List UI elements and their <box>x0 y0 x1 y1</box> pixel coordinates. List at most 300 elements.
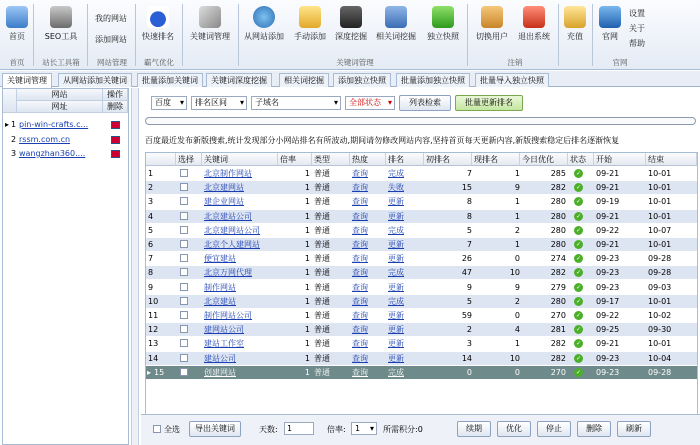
tab-batch-snapshot[interactable]: 批量添加独立快照 <box>396 73 470 87</box>
row-number: 12 <box>148 325 159 335</box>
row-checkbox[interactable] <box>180 297 188 305</box>
independent-snapshot-button[interactable]: 独立快照 <box>424 6 462 42</box>
col-status[interactable]: 状态 <box>568 153 594 166</box>
start-date: 09-21 <box>596 240 620 249</box>
init-rank-value: 2 <box>466 325 472 335</box>
today-opt-value: 270 <box>550 367 566 377</box>
row-checkbox[interactable] <box>180 311 188 319</box>
keyword-link[interactable]: 北京建站 <box>204 296 236 306</box>
table-row[interactable] <box>146 352 697 365</box>
init-rank-value: 5 <box>466 296 472 306</box>
end-date: 09-30 <box>648 325 672 335</box>
row-checkbox[interactable] <box>180 240 188 248</box>
rate-value: 1 <box>304 225 310 235</box>
home-button[interactable]: 首页 <box>4 6 30 42</box>
rate-value: 1 <box>304 296 310 306</box>
status-ok-icon: ✓ <box>575 297 582 305</box>
col-op: 操作 <box>103 89 128 101</box>
row-number: 13 <box>148 339 159 349</box>
folder-add-icon <box>299 6 321 28</box>
tools-icon <box>50 6 72 28</box>
start-date: 09-21 <box>596 339 620 349</box>
hot-query-link[interactable]: 查询 <box>352 240 368 249</box>
row-number: 11 <box>148 311 159 320</box>
rate-value: 1 <box>304 183 310 193</box>
rank-action-link[interactable]: 完成 <box>388 225 404 235</box>
row-number: 6 <box>148 240 154 249</box>
rate-value: 1 <box>304 353 310 363</box>
group-label-seo: 站长工具箱 <box>42 58 80 67</box>
tab-related-mine[interactable]: 相关词挖掘 <box>279 73 329 87</box>
rank-action-link[interactable]: 更新 <box>388 325 404 335</box>
init-rank-value: 8 <box>466 211 472 221</box>
logout-button[interactable]: 退出系统 <box>514 6 554 42</box>
col-hot[interactable]: 热度 <box>350 153 386 166</box>
bottom-bar <box>141 414 700 445</box>
rank-action-link[interactable]: 更新 <box>388 254 404 264</box>
cur-rank-value: 10 <box>509 268 520 278</box>
ribbon-toolbar <box>0 0 700 70</box>
keyword-link[interactable]: 建站工作室 <box>204 339 244 349</box>
col-cur-rank[interactable]: 现排名 <box>472 153 520 166</box>
rate-value: 1 <box>304 311 310 320</box>
end-date: 10-01 <box>648 211 672 221</box>
rank-action-link[interactable]: 更新 <box>388 311 404 320</box>
type-value: 普通 <box>314 296 330 306</box>
select-all-checkbox[interactable] <box>153 425 161 433</box>
today-opt-value: 281 <box>550 325 566 335</box>
current-row-marker: ▸ <box>147 367 152 377</box>
select-all-label: 全选 <box>164 425 180 434</box>
today-opt-value: 282 <box>550 183 566 193</box>
type-value: 普通 <box>314 325 330 335</box>
row-number: 15 <box>154 367 165 377</box>
row-number: 10 <box>148 296 159 306</box>
cur-rank-value: 9 <box>514 183 520 193</box>
days-label: 天数: <box>259 425 278 434</box>
tab-keyword-manage[interactable]: 关键词管理 <box>2 73 52 88</box>
table-row[interactable] <box>146 224 697 237</box>
init-rank-value: 59 <box>461 311 472 320</box>
start-date: 09-23 <box>596 268 620 278</box>
start-date: 09-23 <box>596 254 620 264</box>
rank-action-link[interactable]: 更新 <box>388 339 404 349</box>
delete-button[interactable]: 删除 <box>577 421 611 437</box>
end-date: 09-28 <box>648 254 672 264</box>
hot-query-link[interactable]: 查询 <box>352 339 368 349</box>
rate-value: 1 <box>304 240 310 249</box>
baidu-paw-icon <box>147 6 169 28</box>
keyword-link[interactable]: 建企业网站 <box>204 197 244 207</box>
hot-query-link[interactable]: 查询 <box>352 268 368 278</box>
cur-rank-value: 1 <box>514 197 520 207</box>
group-label-opt: 霸气优化 <box>144 58 174 67</box>
table-row[interactable] <box>146 266 697 279</box>
init-rank-value: 7 <box>466 240 472 249</box>
hot-query-link[interactable]: 查询 <box>352 367 368 377</box>
row-checkbox[interactable] <box>180 339 188 347</box>
delete-icon[interactable] <box>111 136 120 144</box>
start-date: 09-23 <box>596 367 620 377</box>
today-opt-value: 280 <box>550 225 566 235</box>
rate-select[interactable]: 1 ▾ <box>351 422 377 435</box>
keyword-link[interactable]: 建网站公司 <box>204 325 244 335</box>
globe-add-icon <box>253 6 275 28</box>
row-checkbox[interactable] <box>180 368 188 376</box>
col-rate[interactable]: 倍率 <box>278 153 312 166</box>
row-checkbox[interactable] <box>180 268 188 276</box>
rank-action-link[interactable]: 完成 <box>388 296 404 306</box>
today-opt-value: 280 <box>550 296 566 306</box>
col-del: 删除 <box>103 101 128 113</box>
keyword-link[interactable]: 建站公司 <box>204 353 236 363</box>
cur-rank-value: 1 <box>514 211 520 221</box>
rank-action-link[interactable]: 更新 <box>388 240 404 249</box>
end-date: 09-28 <box>648 367 672 377</box>
rate-value: 1 <box>304 339 310 349</box>
tab-batch-add[interactable]: 批量添加关键词 <box>137 73 203 87</box>
status-select[interactable]: 全部状态 ▾ <box>345 96 395 110</box>
end-date: 10-02 <box>648 311 672 320</box>
start-date: 09-22 <box>596 311 620 320</box>
home-icon <box>6 6 28 28</box>
logout-icon <box>523 6 545 28</box>
rate-value: 1 <box>304 254 310 264</box>
rank-action-link[interactable]: 完成 <box>388 367 404 377</box>
cur-rank-value: 0 <box>514 311 520 320</box>
today-opt-value: 282 <box>550 353 566 363</box>
row-number: 2 <box>148 183 154 193</box>
hot-query-link[interactable]: 查询 <box>352 254 368 264</box>
row-number: 14 <box>148 353 159 363</box>
settings-button[interactable]: 设置 <box>629 9 645 18</box>
site-url[interactable]: pin-win-crafts.c... <box>19 120 89 129</box>
status-ok-icon: ✓ <box>575 170 582 177</box>
status-ok-icon: ✓ <box>575 368 582 376</box>
today-opt-value: 285 <box>550 169 566 178</box>
end-date: 10-01 <box>648 183 672 193</box>
cur-rank-value: 1 <box>514 169 520 178</box>
init-rank-value: 3 <box>466 339 472 349</box>
table-row[interactable] <box>146 295 697 308</box>
today-opt-value: 282 <box>550 339 566 349</box>
col-keyword[interactable]: 关键词 <box>202 153 278 166</box>
hot-query-link[interactable]: 查询 <box>352 311 368 320</box>
today-opt-value: 280 <box>550 240 566 249</box>
batch-update-rank-button[interactable]: 批量更新排名 <box>455 95 523 111</box>
today-opt-value: 280 <box>550 211 566 221</box>
table-row[interactable] <box>146 309 697 322</box>
notice-text: 百度最近发布新版搜索,统计发现部分小网站排名有所波动,期间请勿修改网站内容,坚持首页每天更新内容,新版搜索稳定后排名逐渐恢复 <box>145 136 620 145</box>
group-label-official: 官网 <box>612 58 628 67</box>
hot-query-link[interactable]: 查询 <box>352 296 368 306</box>
init-rank-value: 7 <box>466 169 472 178</box>
rate-label: 倍率: <box>327 425 346 434</box>
today-opt-value: 270 <box>550 311 566 320</box>
hot-query-link[interactable]: 查询 <box>352 183 368 193</box>
row-checkbox[interactable] <box>180 212 188 220</box>
status-ok-icon: ✓ <box>575 354 582 362</box>
row-checkbox[interactable] <box>180 197 188 205</box>
keyword-link[interactable]: 北京建网站公司 <box>204 225 260 235</box>
col-url[interactable]: 网址 <box>17 101 103 113</box>
group-label-kw: 关键词管理 <box>336 58 374 67</box>
hot-query-link[interactable]: 查询 <box>352 353 368 363</box>
init-rank-value: 47 <box>461 268 472 278</box>
rate-value: 1 <box>304 211 310 221</box>
status-ok-icon: ✓ <box>575 283 582 291</box>
group-label-logout: 注销 <box>507 58 523 67</box>
refresh-button[interactable]: 刷新 <box>617 421 651 437</box>
table-row[interactable] <box>146 210 697 223</box>
end-date: 10-01 <box>648 169 672 178</box>
row-checkbox[interactable] <box>180 169 188 177</box>
status-ok-icon: ✓ <box>575 226 582 234</box>
hot-query-link[interactable]: 查询 <box>352 197 368 207</box>
type-value: 普通 <box>314 353 330 363</box>
row-checkbox[interactable] <box>180 325 188 333</box>
seo-tools-button[interactable]: SEO工具 <box>40 6 82 42</box>
status-ok-icon: ✓ <box>575 241 582 248</box>
status-ok-icon: ✓ <box>575 340 582 348</box>
help-button[interactable]: 帮助 <box>629 39 645 48</box>
keyword-link[interactable]: 创建网站 <box>204 367 236 377</box>
rank-action-link[interactable]: 更新 <box>388 197 404 207</box>
type-value: 普通 <box>314 268 330 278</box>
add-from-site-button[interactable]: 从网站添加 <box>240 6 288 42</box>
ie-icon <box>599 6 621 28</box>
cur-rank-value: 4 <box>514 325 520 335</box>
plus-icon <box>432 6 454 28</box>
col-rank[interactable]: 排名 <box>386 153 424 166</box>
site-row[interactable]: ▸ 1 pin-win-crafts.c... <box>3 119 128 131</box>
cur-rank-value: 1 <box>514 339 520 349</box>
keyword-link[interactable]: 制作网站公司 <box>204 311 252 320</box>
end-date: 10-04 <box>648 353 672 363</box>
add-site-button[interactable]: 添加网站 <box>95 35 127 44</box>
table-row[interactable] <box>146 337 697 350</box>
rate-value: 1 <box>304 197 310 207</box>
tab-bar <box>0 71 700 87</box>
end-date: 10-07 <box>648 225 672 235</box>
manual-add-button[interactable]: 手动添加 <box>291 6 329 42</box>
cur-rank-value: 2 <box>514 296 520 306</box>
init-rank-value: 5 <box>466 225 472 235</box>
keyword-link[interactable]: 北京制作网站 <box>204 169 252 178</box>
col-select[interactable]: 选择 <box>176 153 202 166</box>
site-list-panel <box>2 88 129 445</box>
list-search-button[interactable]: 列表检索 <box>399 95 451 111</box>
start-date: 09-21 <box>596 169 620 178</box>
rank-action-link[interactable]: 更新 <box>388 282 404 292</box>
type-value: 普通 <box>314 240 330 249</box>
rank-range-select[interactable]: 排名区间 ▾ <box>191 96 247 110</box>
keyword-link[interactable]: 北京建站公司 <box>204 211 252 221</box>
rank-action-link[interactable]: 完成 <box>388 169 404 178</box>
type-value: 普通 <box>314 254 330 264</box>
official-site-button[interactable]: 官网 <box>596 6 624 42</box>
end-date: 09-03 <box>648 282 672 292</box>
deep-mine-button[interactable]: 深度挖掘 <box>332 6 370 42</box>
rate-value: 1 <box>304 325 310 335</box>
type-value: 普通 <box>314 367 330 377</box>
init-rank-value: 15 <box>461 183 472 193</box>
keyword-link[interactable]: 北京个人建网站 <box>204 240 260 249</box>
type-value: 普通 <box>314 282 330 292</box>
group-label-site: 网站管理 <box>97 58 127 67</box>
table-row[interactable] <box>146 323 697 336</box>
cur-rank-value: 1 <box>514 240 520 249</box>
type-value: 普通 <box>314 183 330 193</box>
points-needed: 所需积分:0 <box>383 425 423 434</box>
today-opt-value: 280 <box>550 197 566 207</box>
row-number: 7 <box>148 254 154 264</box>
site-row[interactable]: 2 rssm.com.cn <box>3 134 128 146</box>
coins-icon <box>564 6 586 28</box>
engine-select[interactable]: 百度 ▾ <box>151 96 187 110</box>
delete-icon[interactable] <box>111 121 120 129</box>
col-site: 网站 <box>17 89 103 101</box>
end-date: 09-28 <box>648 268 672 278</box>
type-value: 普通 <box>314 225 330 235</box>
cur-rank-value: 2 <box>514 225 520 235</box>
status-ok-icon: ✓ <box>575 212 582 220</box>
col-end[interactable]: 结束 <box>646 153 697 166</box>
cur-rank-value: 0 <box>514 254 520 264</box>
row-checkbox[interactable] <box>180 226 188 234</box>
sitemap-icon <box>385 6 407 28</box>
cur-rank-value: 0 <box>514 367 520 377</box>
about-button[interactable]: 关于 <box>629 24 645 33</box>
status-ok-icon: ✓ <box>575 312 582 319</box>
type-value: 普通 <box>314 169 330 178</box>
tab-add-snapshot[interactable]: 添加独立快照 <box>333 73 391 87</box>
days-input[interactable]: 1 <box>284 422 314 435</box>
related-mine-button[interactable]: 相关词挖掘 <box>373 6 419 42</box>
row-checkbox[interactable] <box>180 354 188 362</box>
site-row[interactable]: 3 wangzhan360.... <box>3 148 128 160</box>
renew-button[interactable]: 续期 <box>457 421 491 437</box>
rank-action-link[interactable]: 完成 <box>388 268 404 278</box>
today-opt-value: 279 <box>550 282 566 292</box>
type-value: 普通 <box>314 311 330 320</box>
cur-rank-value: 9 <box>514 282 520 292</box>
table-row[interactable] <box>146 281 697 294</box>
keyword-link[interactable]: 北京建网站 <box>204 183 244 193</box>
hot-query-link[interactable]: 查询 <box>352 325 368 335</box>
panel-splitter[interactable] <box>131 88 139 445</box>
start-date: 09-21 <box>596 183 620 193</box>
rank-action-link[interactable]: 更新 <box>388 353 404 363</box>
recharge-button[interactable]: 充值 <box>561 6 589 42</box>
today-opt-value: 282 <box>550 268 566 278</box>
hot-query-link[interactable]: 查询 <box>352 282 368 292</box>
type-value: 普通 <box>314 339 330 349</box>
keyword-main-panel <box>141 88 700 445</box>
hot-query-link[interactable]: 查询 <box>352 211 368 221</box>
table-row[interactable] <box>146 252 697 265</box>
row-number: 5 <box>148 225 154 235</box>
start-date: 09-23 <box>596 282 620 292</box>
table-row[interactable] <box>146 366 697 379</box>
subdomain-select[interactable]: 子域名 ▾ <box>251 96 341 110</box>
keyword-link[interactable]: 便宜建站 <box>204 254 236 264</box>
current-row-marker: ▸ <box>5 120 10 129</box>
rank-action-link[interactable]: 失败 <box>388 183 404 193</box>
keyword-link[interactable]: 制作网站 <box>204 282 236 292</box>
my-sites-button[interactable]: 我的网站 <box>95 14 127 23</box>
start-date: 09-19 <box>596 197 620 207</box>
table-row[interactable] <box>146 181 697 194</box>
end-date: 10-01 <box>648 296 672 306</box>
rate-value: 1 <box>304 169 310 178</box>
site-url[interactable]: rssm.com.cn <box>19 135 71 144</box>
row-number: 9 <box>148 282 154 292</box>
rate-value: 1 <box>304 367 310 377</box>
status-ok-icon: ✓ <box>575 326 582 334</box>
col-start[interactable]: 开始 <box>594 153 646 166</box>
col-init-rank[interactable]: 初排名 <box>424 153 472 166</box>
status-ok-icon: ✓ <box>575 184 582 192</box>
status-ok-icon: ✓ <box>575 198 582 206</box>
rank-action-link[interactable]: 更新 <box>388 211 404 221</box>
hot-query-link[interactable]: 查询 <box>352 169 368 178</box>
export-keywords-button[interactable]: 导出关键词 <box>189 421 241 437</box>
type-value: 普通 <box>314 211 330 221</box>
end-date: 10-01 <box>648 240 672 249</box>
row-checkbox[interactable] <box>180 254 188 262</box>
rate-value: 1 <box>304 268 310 278</box>
start-date: 09-21 <box>596 211 620 221</box>
delete-icon[interactable] <box>111 150 120 158</box>
init-rank-value: 14 <box>461 353 472 363</box>
row-number: 8 <box>148 268 154 278</box>
site-url[interactable]: wangzhan360.... <box>19 149 86 158</box>
keyword-table <box>145 152 698 437</box>
init-rank-value: 9 <box>466 282 472 292</box>
table-row[interactable] <box>146 195 697 208</box>
col-type[interactable]: 类型 <box>312 153 350 166</box>
table-row[interactable] <box>146 167 697 180</box>
init-rank-value: 8 <box>466 197 472 207</box>
hot-query-link[interactable]: 查询 <box>352 225 368 235</box>
init-rank-value: 26 <box>461 254 472 264</box>
wand-icon <box>199 6 221 28</box>
stop-button[interactable]: 停止 <box>537 421 571 437</box>
row-checkbox[interactable] <box>180 283 188 291</box>
keyword-link[interactable]: 北京万网代理 <box>204 268 252 278</box>
keyword-manage-button[interactable]: 关键词管理 <box>185 6 235 42</box>
rate-value: 1 <box>304 282 310 292</box>
progress-bar <box>145 117 696 125</box>
cur-rank-value: 10 <box>509 353 520 363</box>
quick-rank-button[interactable]: 快速排名 <box>138 6 178 42</box>
binoculars-icon <box>340 6 362 28</box>
table-row[interactable] <box>146 238 697 251</box>
optimize-button[interactable]: 优化 <box>497 421 531 437</box>
group-label-home: 首页 <box>9 58 25 67</box>
row-checkbox[interactable] <box>180 183 188 191</box>
status-ok-icon: ✓ <box>575 255 582 263</box>
end-date: 10-01 <box>648 339 672 349</box>
tab-import-snapshot[interactable]: 批量导入独立快照 <box>475 73 549 87</box>
users-icon <box>481 6 503 28</box>
switch-user-button[interactable]: 切换用户 <box>472 6 512 42</box>
col-today-opt[interactable]: 今日优化 <box>520 153 568 166</box>
tab-add-from-site[interactable]: 从网站添加关键词 <box>58 73 132 87</box>
tab-deep-mine[interactable]: 关键词深度挖掘 <box>206 73 272 87</box>
start-date: 09-22 <box>596 225 620 235</box>
